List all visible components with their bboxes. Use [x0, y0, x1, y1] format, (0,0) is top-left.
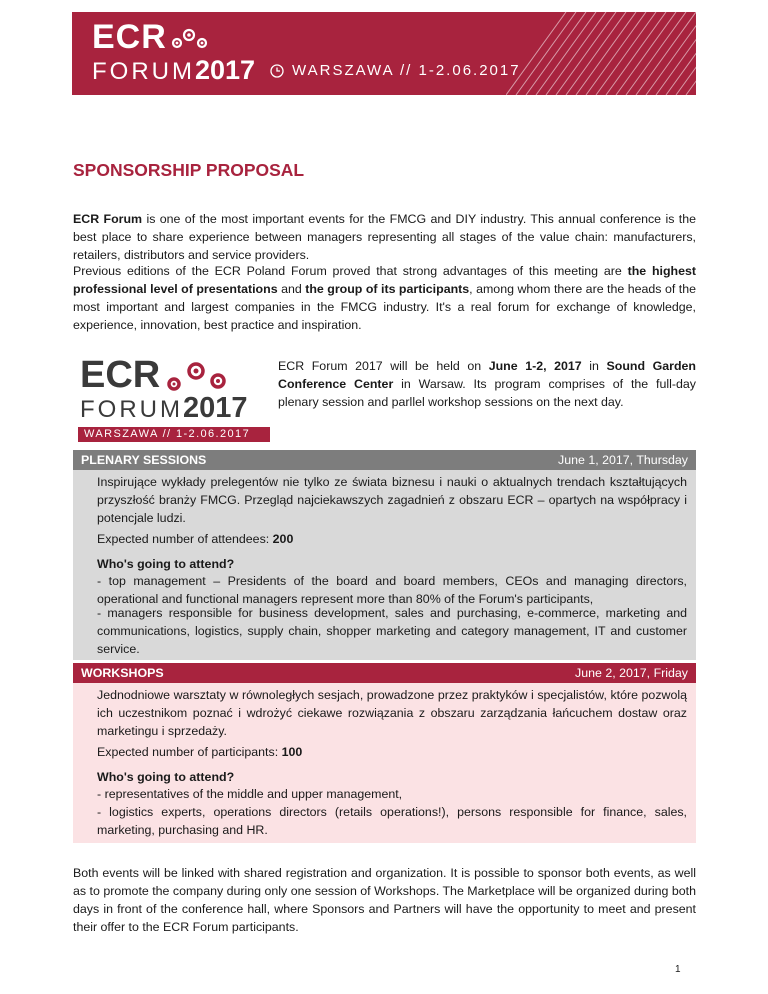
intro-paragraph-2: Previous editions of the ECR Poland Forum proved that strong advantages of this meeting are the highest professional level of presentations and the group of its participants, among whom there are the heads of the most important and largest companies in the FMCG industry. It's a real forum for exchange of knowledge, experience, innovation, best practice and inspiration.	[73, 264, 697, 332]
workshops-date: June 2, 2017, Friday	[575, 666, 688, 680]
workshops-who-1: - representatives of the middle and upper management,	[97, 787, 403, 801]
clock-icon	[270, 64, 284, 78]
plenary-who-2: - managers responsible for business development, sales and purchasing, e-commerce, marketing and communications, logistics, supply chain, shopper marketing and category management, IT and customer service.	[97, 606, 687, 656]
header-banner	[72, 12, 696, 95]
plenary-label: PLENARY SESSIONS	[81, 453, 207, 467]
plenary-description: Inspirujące wykłady prelegentów nie tylko ze świata biznesu i nauki o aktualnych trendach kształtujących przyszłość branży FMCG. Przegląd najciekawszych zagadnień z obszaru ECR – opartych na współpracy i potencjale ludzi.	[97, 475, 687, 525]
closing-paragraph: Both events will be linked with shared registration and organization. It is possible to sponsor both events, as well as to promote the company during only one session of Workshops. The Marketplace will be organized during both days in front of the conference hall, where Sponsors and Partners will have the opportunity to meet and present their offer to the ECR Forum participants.	[73, 866, 696, 934]
plenary-date: June 1, 2017, Thursday	[558, 453, 688, 467]
workshops-header	[73, 663, 696, 683]
intro-paragraph-1: ECR Forum is one of the most important events for the FMCG and DIY industry. This annual conference is the best place to share experience between managers representing all stages of the value chain: manufacturers, retailers, distributors and service providers.	[73, 212, 696, 262]
plenary-who-1: - top management – Presidents of the board and board members, CEOs and managing directors, operational and functional managers represent more than 80% of the Forum's participants,	[97, 574, 687, 606]
plenary-who-title: Who's going to attend?	[97, 557, 235, 571]
page-title: SPONSORSHIP PROPOSAL	[73, 160, 305, 180]
workshops-who-2: - logistics experts, operations directors (retails operations!), persons responsible for finance, sales, marketing, purchasing and HR.	[97, 805, 687, 837]
event-logo-forum: FORUM2017	[80, 392, 248, 424]
plenary-sessions-header	[73, 450, 696, 470]
workshops-who-title: Who's going to attend?	[97, 770, 235, 784]
event-logo-date-bar: WARSZAWA // 1-2.06.2017	[78, 427, 270, 442]
workshops-label: WORKSHOPS	[81, 666, 164, 680]
page-number: 1	[675, 964, 681, 975]
event-logo	[72, 355, 270, 441]
plenary-expected: Expected number of attendees: 200	[97, 532, 294, 546]
banner-place-date: WARSZAWA // 1-2.06.2017	[270, 62, 521, 79]
gears-icon	[164, 359, 234, 395]
banner-logo-ecr: ECR	[92, 18, 167, 56]
workshops-description: Jednodniowe warsztaty w równoległych sesjach, prowadzone przez praktyków i specjalistów, które pozwolą ich uczestnikom poznać i wdrożyć ciekawe rozwiązania z obszaru zarządzania łańcuchem dostaw oraz marketingu i sprzedaży.	[97, 688, 687, 738]
event-description: ECR Forum 2017 will be held on June 1-2, 2017 in Sound Garden Conference Center in Warsaw. Its program comprises of the full-day plenary session and parllel workshop sessions on the next day.	[278, 359, 696, 409]
diagonal-stripes-decoration	[506, 12, 696, 95]
workshops-expected: Expected number of participants: 100	[97, 745, 303, 759]
event-logo-ecr: ECR	[80, 354, 161, 396]
banner-logo-forum: FORUM2017	[92, 55, 256, 85]
gears-icon	[167, 24, 211, 54]
